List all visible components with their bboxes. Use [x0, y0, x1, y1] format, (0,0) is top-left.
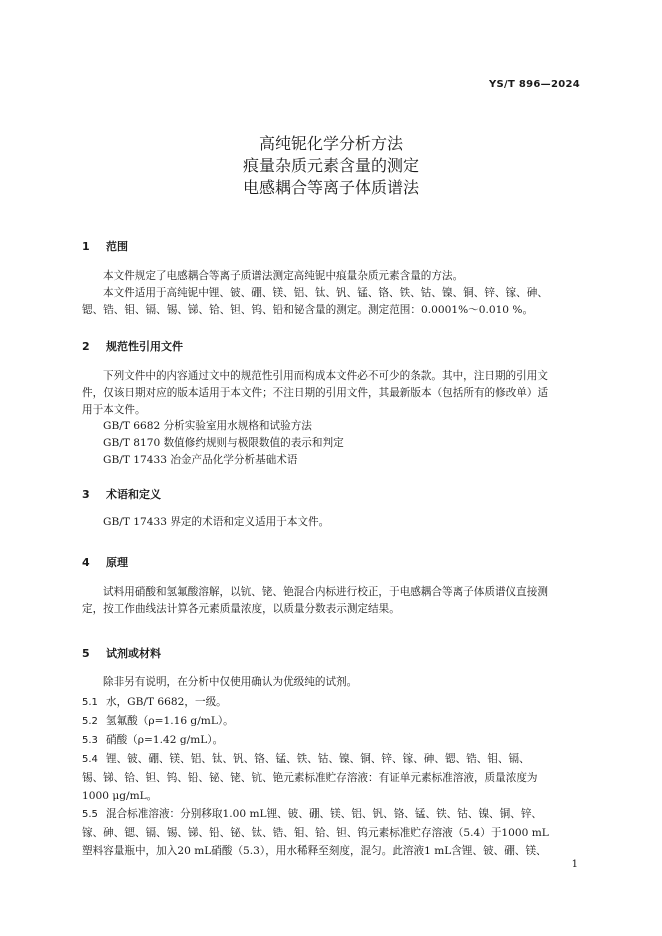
item-text: 硝酸（ρ=1.42 g/mL）。: [106, 734, 224, 746]
item-text: 混合标准溶液：分别移取1.00 mL锂、铍、硼、镁、铝、钒、铬、锰、铁、钴、镍、铜、锌、: [106, 808, 543, 820]
section-number: 2: [82, 340, 90, 353]
paragraph-line: GB/T 17433 界定的术语和定义适用于本文件。: [103, 516, 330, 528]
reference-item: GB/T 6682 分析实验室用水规格和试验方法: [103, 420, 312, 433]
section-number: 4: [82, 556, 90, 569]
section-2-body: [82, 368, 579, 469]
paragraph-line: 本文件规定了电感耦合等离子质谱法测定高纯铌中痕量杂质元素含量的方法。: [103, 270, 464, 282]
section-title: 原理: [106, 556, 128, 569]
section-title: 规范性引用文件: [106, 340, 183, 353]
paragraph-line: 用于本文件。: [82, 403, 146, 416]
section-number: 5: [82, 647, 90, 660]
paragraph-line: 定，按工作曲线法计算各元素质量浓度，以质量分数表示测定结果。: [82, 602, 400, 615]
section-title: 范围: [106, 240, 128, 253]
paragraph-line: 除非另有说明，在分析中仅使用确认为优级纯的试剂。: [103, 676, 358, 688]
reference-item: GB/T 17433 冶金产品化学分析基础术语: [103, 453, 298, 466]
section-5-heading: [82, 645, 161, 661]
section-title: 术语和定义: [106, 488, 161, 501]
document-title-line-2: 痕量杂质元素含量的测定: [242, 156, 419, 175]
section-title: 试剂或材料: [106, 647, 161, 660]
paragraph-line: 下列文件中的内容通过文中的规范性引用而构成本文件必不可少的条款。其中，注日期的引用文: [103, 370, 548, 382]
item-text: 水，GB/T 6682，一级。: [106, 696, 227, 708]
list-item: [82, 693, 579, 712]
list-item: [82, 750, 579, 805]
item-number: 5.2: [82, 716, 98, 727]
standard-code: YS/T 896—2024: [488, 79, 580, 90]
paragraph-line: 试料用硝酸和氢氟酸溶解，以钪、铑、铯混合内标进行校正，于电感耦合等离子体质谱仪直接测: [103, 586, 548, 598]
item-number: 5.3: [82, 735, 98, 746]
item-text: 1000 μg/mL。: [82, 790, 158, 802]
section-1-heading: [82, 238, 128, 254]
paragraph-line: 件，仅该日期对应的版本适用于本文件；不注日期的引用文件，其最新版本（包括所有的修改单）适: [82, 386, 549, 399]
page-number: 1: [571, 859, 578, 870]
item-text: 塑料容量瓶中，加入20 mL硝酸（5.3），用水稀释至刻度，混匀。此溶液1 mL含锂、铍、硼、镁、: [82, 845, 547, 857]
item-text: 氢氟酸（ρ=1.16 g/mL）。: [106, 715, 234, 727]
paragraph-line: 锶、锆、钼、镉、锡、锑、铪、钽、钨、铅和铋含量的测定。测定范围：0.0001%～0.010 %。: [82, 303, 534, 316]
section-4-heading: [82, 554, 128, 570]
section-5-intro: [82, 674, 579, 691]
item-number: 5.5: [82, 809, 98, 820]
section-number: 3: [82, 488, 90, 501]
list-item: [82, 731, 579, 750]
item-text: 锡、锑、铪、钽、钨、铅、铋、铑、钪、铯元素标准贮存溶液：有证单元素标准溶液，质量浓度为: [82, 772, 538, 784]
section-number: 1: [82, 240, 90, 253]
list-item: [82, 712, 579, 731]
item-number: 5.1: [82, 697, 98, 708]
section-2-heading: [82, 338, 183, 354]
paragraph-line: 本文件适用于高纯铌中锂、铍、硼、镁、铝、钛、钒、锰、铬、铁、钴、镍、铜、锌、镓、砷、: [103, 286, 548, 299]
item-text: 锂、铍、硼、镁、铝、钛、钒、铬、锰、铁、钴、镍、铜、锌、镓、砷、锶、锆、钼、镉、: [106, 753, 530, 765]
list-item: [82, 805, 579, 860]
reference-item: GB/T 8170 数值修约规则与极限数值的表示和判定: [103, 437, 344, 450]
section-3-heading: [82, 486, 161, 502]
item-number: 5.4: [82, 754, 98, 765]
section-4-body: [82, 584, 579, 618]
section-3-body: [82, 514, 579, 531]
document-title-line-3: 电感耦合等离子体质谱法: [242, 178, 419, 197]
item-text: 镓、砷、锶、镉、锡、锑、铅、铋、钛、锆、钼、铪、钽、钨元素标准贮存溶液（5.4）于1000 mL: [82, 827, 549, 839]
section-1-body: [82, 268, 579, 318]
document-title-line-1: 高纯铌化学分析方法: [258, 134, 403, 153]
section-5-items: [82, 693, 579, 860]
